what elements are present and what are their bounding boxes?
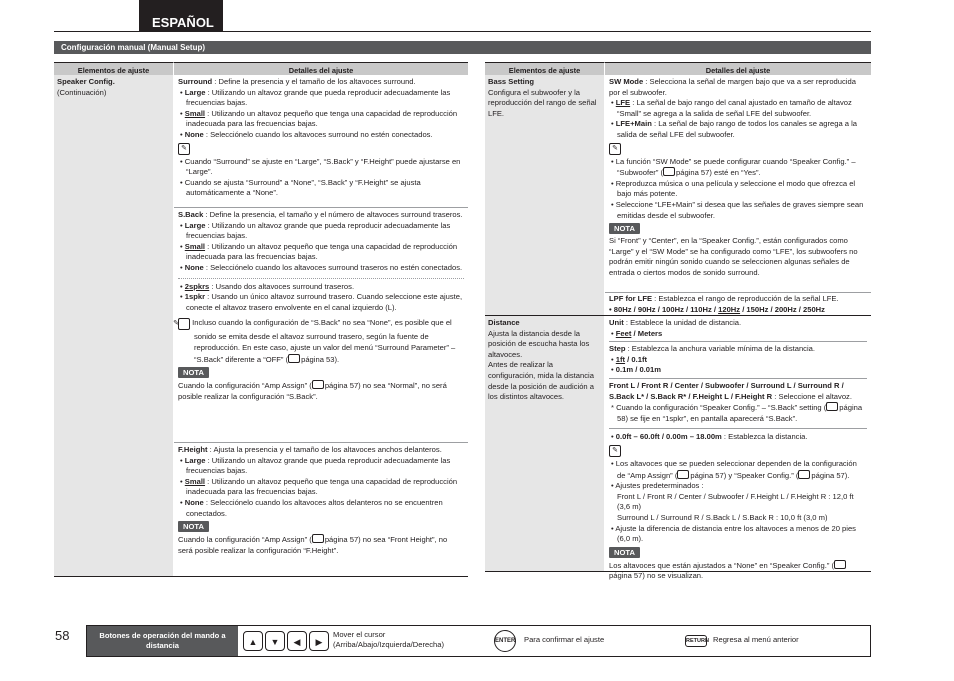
page-ref-icon [312, 380, 324, 389]
right-table [485, 62, 871, 581]
opt-meters: Meters [637, 328, 663, 338]
channels-note-end: página 58) se fije en “1spkr”, en pantalla aparecerá “S.Back”. [617, 403, 863, 423]
opt-none-desc: : Selecciónelo cuando los altavoces surround no estén conectados. [203, 129, 433, 139]
distance-nota-text: Los altavoces que están ajustados a “None” en “Speaker Config.” ( [609, 560, 834, 570]
lpf-head: LPF for LFE [609, 294, 653, 303]
surround-note-1: Cuando “Surround” se ajuste en “Large”, “S.Back” y “F.Height” puede ajustarse en “Large”. [184, 156, 461, 177]
distance-nota-text-end: página 57) no se visualizan. [609, 571, 704, 581]
distance-note-2: Ajustes predeterminados : [615, 481, 704, 491]
distance-note-1-end: página 57). [811, 470, 850, 480]
surround-head: Surround [178, 77, 213, 86]
step-head: Step [609, 344, 626, 354]
page-ref-icon [798, 470, 810, 479]
sback-desc: : Define la presencia, el tamaño y el número de altavoces surround traseros. [203, 210, 463, 219]
pencil-icon: ✎ [178, 143, 190, 155]
unit-head: Unit [609, 318, 624, 327]
sback-nota-text: Cuando la configuración “Amp Assign” ( [178, 381, 312, 391]
language-tab: ESPAÑOL [139, 0, 223, 32]
surround-details: Surround : Define la presencia y el tamaño de los altavoces surround. • Large : Utilizando un altavoz grande que pueda reproducir adecuadamente las frecuencias bajas. • Small : Utilizando un altavoz pequeño que tenga una capacidad de reproducción inadecuada para las frecuencias bajas. • None : Selecciónelo cuando los altavoces surround no estén conectados. ✎ • Cuando “Surround” se ajuste en “Large”, “S.Back” y “F.Height” puede ajustarse en “Large”. • Cuando se ajusta “Surround” a “None”, “S.Back” y “F.Height” se ajusta automáticamente a “None”. [178, 77, 461, 198]
page-ref-icon [834, 560, 846, 569]
lpf-options: • 80Hz / 90Hz / 100Hz / 110Hz / 120Hz / 150Hz / 200Hz / 250Hz [609, 304, 825, 314]
opt-small-desc: : Utilizando un altavoz pequeño que tenga una capacidad de reproducción inadecuada para las frecuencias bajas. [186, 108, 458, 129]
arrow-left-icon: ◀ [287, 631, 307, 651]
sback-nota-text-end: página 57) no sea “Normal”, no será posible realizar la configuración “S.Back”. [178, 381, 447, 401]
bass-note-2: Reproduzca música o una película y seleccione el modo que ofrezca el bajo más potente. [615, 178, 856, 199]
pencil-icon: ✎ [178, 318, 190, 330]
opt-lfe-main-desc: : La señal de bajo rango de todos los canales se agrega a la salida de señal LFE del subwoofer. [617, 119, 858, 139]
bass-note-1-end: página 57) esté en “Yes”. [676, 168, 761, 178]
enter-button-icon: ENTER [494, 630, 516, 652]
opt-001m: 0.01m [639, 365, 661, 375]
right-col-header-details: Detalles del ajuste [605, 62, 871, 75]
sback-pencil-note: Incluso cuando la configuración de “S.Back” no sea “None”, es posible que el sonido se emita desde el altavoz surround trasero, según la fuente de reproducción. En este caso, ajuste un valor del menú “Surround Parameter” – “S.Back” diferente a “OFF” ( [192, 318, 456, 364]
opt-2spkrs: 2spkrs [184, 281, 210, 291]
item-subtitle: (Continuación) [57, 87, 107, 97]
bass-note-1: La función “SW Mode” se puede configurar cuando “Speaker Config.” – “Subwoofer” ( [615, 156, 856, 178]
opt-lfe-desc: : La señal de bajo rango del canal ajustado en tamaño de altavoz “Small” se agrega a la salida de señal LFE del subwoofer. [617, 98, 852, 118]
nota-badge: NOTA [609, 547, 640, 558]
arrow-right-icon: ▶ [309, 631, 329, 651]
sback-head: S.Back [178, 210, 204, 219]
opt-none: None [184, 129, 204, 139]
page-ref-icon [288, 354, 300, 363]
opt-none: None [184, 262, 204, 272]
bass-details: SW Mode : Selecciona la señal de margen bajo que va a ser reproducida por el subwoofer. • LFE : La señal de bajo rango del canal ajustado en tamaño de altavoz “Small” se agrega a la salida de señal LFE del subwoofer. • LFE+Main : La señal de bajo rango de todos los canales se agrega a la salida de señal LFE del subwoofer. ✎ • La función “SW Mode” se puede configurar cuando “Speaker Config.” – “Subwoofer” ( página 57) esté en “Yes”. • Reproduzca música o una película y seleccione el modo que ofrezca el bajo más potente. • Seleccione “LFE+Main” si desea que las señales de graves siempre sean emitidas desde el subwoofer. NOTA Si “Front” y “Center”, en la “Speaker Config.”, están configurados como “Large” y el “SW Mode” se ha configurado como “LFE”, los subwoofers no podrán emitir ningún sonido cuando se seleccionen algunas señales de entrada o ciertos modos de sonido surround. [605, 75, 871, 292]
opt-1spkr: 1spkr [184, 292, 206, 302]
nota-badge: NOTA [178, 367, 209, 378]
page-ref-icon [826, 402, 838, 411]
opt-01m: 0.1m [615, 365, 634, 375]
nota-badge: NOTA [609, 223, 640, 234]
opt-none: None [184, 497, 204, 507]
left-table [54, 62, 468, 577]
channels-desc: : Seleccione el altavoz. [772, 391, 852, 401]
arrow-down-icon: ▼ [265, 631, 285, 651]
right-col-header-item: Elementos de ajuste [485, 62, 605, 75]
distance-note-1-mid: página 57) y “Speaker Config.” ( [690, 470, 799, 480]
surround-desc: : Define la presencia y el tamaño de los altavoces surround. [212, 77, 416, 86]
return-button-icon: RETURN [685, 635, 707, 647]
distance-note-1: Los altavoces que se pueden seleccionar dependen de la configuración de “Amp Assign” ( [615, 458, 857, 480]
fheight-details: F.Height : Ajusta la presencia y el tamaño de los altavoces anchos delanteros. • Large : Utilizando un altavoz grande que pueda reproducir adecuadamente las frecuencias bajas. • Small : Utilizando un altavoz pequeño que tenga una capacidad de reproducción inadecuada para las frecuencias bajas. • None : Selecciónelo cuando los altavoces altos delanteros no se encuentren conectados. NOTA Cuando la configuración “Amp Assign” ( página 57) no sea “Front Height”, no será posible realizar la configuración “F.Height”. [178, 445, 458, 555]
opt-none-desc: : Selecciónelo cuando los altavoces surround traseros no estén conectados. [203, 262, 463, 272]
channels-note: Cuando la configuración “Speaker Config.” – “S.Back” setting ( [616, 403, 827, 413]
opt-small: Small [184, 108, 206, 118]
opt-small: Small [184, 241, 206, 251]
opt-01ft: 0.1ft [631, 354, 648, 364]
opt-1ft: 1ft [615, 354, 626, 364]
opt-large: Large [184, 455, 206, 465]
fheight-head: F.Height [178, 445, 208, 454]
channels-head: Front L / Front R / Center / Subwoofer / Surround L / Surround R / S.Back L* / S.Back R* / F.Height L / F.Height R [609, 380, 844, 401]
enter-text: Para confirmar el ajuste [524, 635, 605, 644]
opt-lfe-main: LFE+Main [615, 119, 652, 129]
item-bass-setting [485, 75, 604, 315]
opt-large: Large [184, 87, 206, 97]
page-ref-icon [312, 534, 324, 543]
opt-small: Small [184, 476, 206, 486]
opt-large-desc: : Utilizando un altavoz grande que pueda reproducir adecuadamente las frecuencias bajas. [186, 220, 451, 241]
left-col-header-item: Elementos de ajuste [54, 62, 174, 75]
surround-note-2: Cuando se ajusta “Surround” a “None”, “S.Back” y “F.Height” se ajusta automáticamente a “None”. [184, 177, 421, 198]
opt-small-desc: : Utilizando un altavoz pequeño que tenga una capacidad de reproducción inadecuada para las frecuencias bajas. [186, 241, 458, 262]
bass-nota-text: Si “Front” y “Center”, en la “Speaker Config.”, están configurados como “Large” y el “SW Mode” se ha configurado como “LFE”, los subwoofers no podrán emitir ningún sonido cuando se seleccionen algunas señales de entrada o ciertos modos de sonido surround. [609, 236, 858, 277]
opt-none-desc: : Selecciónelo cuando los altavoces altos delanteros no se encuentren conectados. [186, 497, 443, 518]
sback-pencil-note-end: página 53). [301, 354, 340, 364]
bass-title: Bass Setting [488, 77, 534, 86]
nota-badge: NOTA [178, 521, 209, 532]
swmode-head: SW Mode [609, 77, 644, 86]
unit-desc: : Establece la unidad de distancia. [623, 318, 742, 327]
fheight-nota-text: Cuando la configuración “Amp Assign” ( [178, 535, 312, 545]
footer-label: Botones de operación del mando a distancia [87, 626, 238, 656]
page-ref-icon [663, 167, 675, 176]
opt-lfe: LFE [615, 98, 631, 108]
page-ref-icon [677, 470, 689, 479]
lpf-details [605, 292, 871, 315]
header-rule [54, 31, 871, 32]
move-cursor-text: Mover el cursor (Arriba/Abajo/Izquierda/Derecha) [333, 630, 445, 649]
distance-desc-2: Antes de realizar la configuración, mida la distancia desde la posición de audición a los distintos altavoces. [488, 360, 594, 402]
range-desc: : Establezca la distancia. [721, 432, 808, 442]
bass-note-3: Seleccione “LFE+Main” si desea que las señales de graves siempre sean emitidas desde el subwoofer. [615, 199, 864, 220]
page-number: 58 [55, 628, 70, 643]
item-title: Speaker Config. [57, 77, 115, 86]
arrow-up-icon: ▲ [243, 631, 263, 651]
distance-desc: Ajusta la distancia desde la posición de escucha hasta los altavoces. [488, 328, 590, 359]
item-distance [485, 316, 604, 571]
distance-default-a: Front L / Front R / Center / Subwoofer / F.Height L / F.Height R : 12,0 ft (3,6 m) [617, 491, 854, 512]
opt-1spkr-desc: : Usando un único altavoz surround trasero. Cuando seleccione este ajuste, conecte el altavoz trasero envolvente en el canal izquierdo (L). [186, 292, 463, 312]
pencil-icon: ✎ [609, 143, 621, 155]
opt-feet: Feet [615, 328, 632, 338]
fheight-desc: : Ajusta la presencia y el tamaño de los altavoces anchos delanteros. [207, 445, 442, 454]
opt-small-desc: : Utilizando un altavoz pequeño que tenga una capacidad de reproducción inadecuada para las frecuencias bajas. [186, 476, 458, 497]
swmode-desc: : Selecciona la señal de margen bajo que va a ser reproducida por el subwoofer. [609, 77, 856, 97]
remote-buttons-footer [86, 625, 871, 657]
fheight-nota-text-end: página 57) no sea “Front Height”, no será posible realizar la configuración “F.Height”. [178, 535, 448, 555]
opt-large-desc: : Utilizando un altavoz grande que pueda reproducir adecuadamente las frecuencias bajas. [186, 455, 451, 476]
sback-details: S.Back : Define la presencia, el tamaño y el número de altavoces surround traseros. • Large : Utilizando un altavoz grande que pueda reproducir adecuadamente las frecuencias bajas. • Small : Utilizando un altavoz pequeño que tenga una capacidad de reproducción inadecuada para las frecuencias bajas. • None : Selecciónelo cuando los altavoces surround traseros no estén conectados. • 2spkrs : Usando dos altavoces surround traseros. • 1spkr : Usando un único altavoz surround trasero. Cuando seleccione este ajuste, conecte el altavoz trasero envolvente en el canal izquierdo (L). ✎ Incluso cuando la configuración de “S.Back” no sea “None”, es posible que el sonido se emita desde el altavoz surround trasero, según la fuente de reproducción. En este caso, ajuste un valor del menú “Surround Parameter” – “S.Back” diferente a “OFF” ( página 53). NOTA Cuando la configuración “Amp Assign” ( página 57) no sea “Normal”, no será posible realizar la configuración “S.Back”. [173, 210, 463, 401]
distance-details: Unit : Establece la unidad de distancia. • Feet / Meters Step : Establezca la anchura variable mínima de la distancia. • 1ft / 0.1ft • 0.1m / 0.01m Front L / Front R / Center / Subwoofer / Surround L / Surround R / S.Back L* / S.Back R* / F.Height L / F.Height R : Seleccione el altavoz. * Cuando la configuración “Speaker Config.” – “S.Back” setting ( página 58) se fije en “1spkr”, en pantalla aparecerá “S.Back”. • 0.0ft – 60.0ft / 0.00m – 18.00m : Establezca la distancia. ✎ • Los altavoces que se pueden seleccionar dependen de la configuración de “Amp Assign” ( página 57) y “Speaker Config.” ( página 57). • Ajustes predeterminados : Front L / Front R / Center / Subwoofer / F.Height L / F.Height R : 12,0 ft (3,6 m) Surround L / Surround R / S.Back L / S.Back R : 10,0 ft (3,0 m) • Ajuste la diferencia de distancia entre los altavoces a menos de 20 pies (6,0 m). NOTA Los altavoces que están ajustados a “None” en “Speaker Config.” (página 57) no se visualizan. [605, 316, 871, 571]
section-title: Configuración manual (Manual Setup) [54, 41, 871, 54]
lpf-desc: : Establezca el rango de reproducción de la señal LFE. [652, 294, 839, 303]
bass-desc: Configura el subwoofer y la reproducción del rango de señal LFE. [488, 87, 597, 118]
pencil-icon: ✎ [609, 445, 621, 457]
distance-note-3: Ajuste la diferencia de distancia entre los altavoces a menos de 20 pies (6,0 m). [615, 523, 856, 544]
opt-large-desc: : Utilizando un altavoz grande que pueda reproducir adecuadamente las frecuencias bajas. [186, 87, 451, 108]
return-text: Regresa al menú anterior [713, 635, 799, 644]
distance-title: Distance [488, 318, 520, 327]
item-speaker-config [54, 75, 173, 576]
step-desc: : Establezca la anchura variable mínima de la distancia. [625, 344, 815, 354]
opt-2spkrs-desc: : Usando dos altavoces surround traseros. [209, 281, 355, 291]
opt-large: Large [184, 220, 206, 230]
distance-default-b: Surround L / Surround R / S.Back L / S.Back R : 10,0 ft (3,0 m) [617, 512, 828, 522]
left-col-header-details: Detalles del ajuste [174, 62, 468, 75]
